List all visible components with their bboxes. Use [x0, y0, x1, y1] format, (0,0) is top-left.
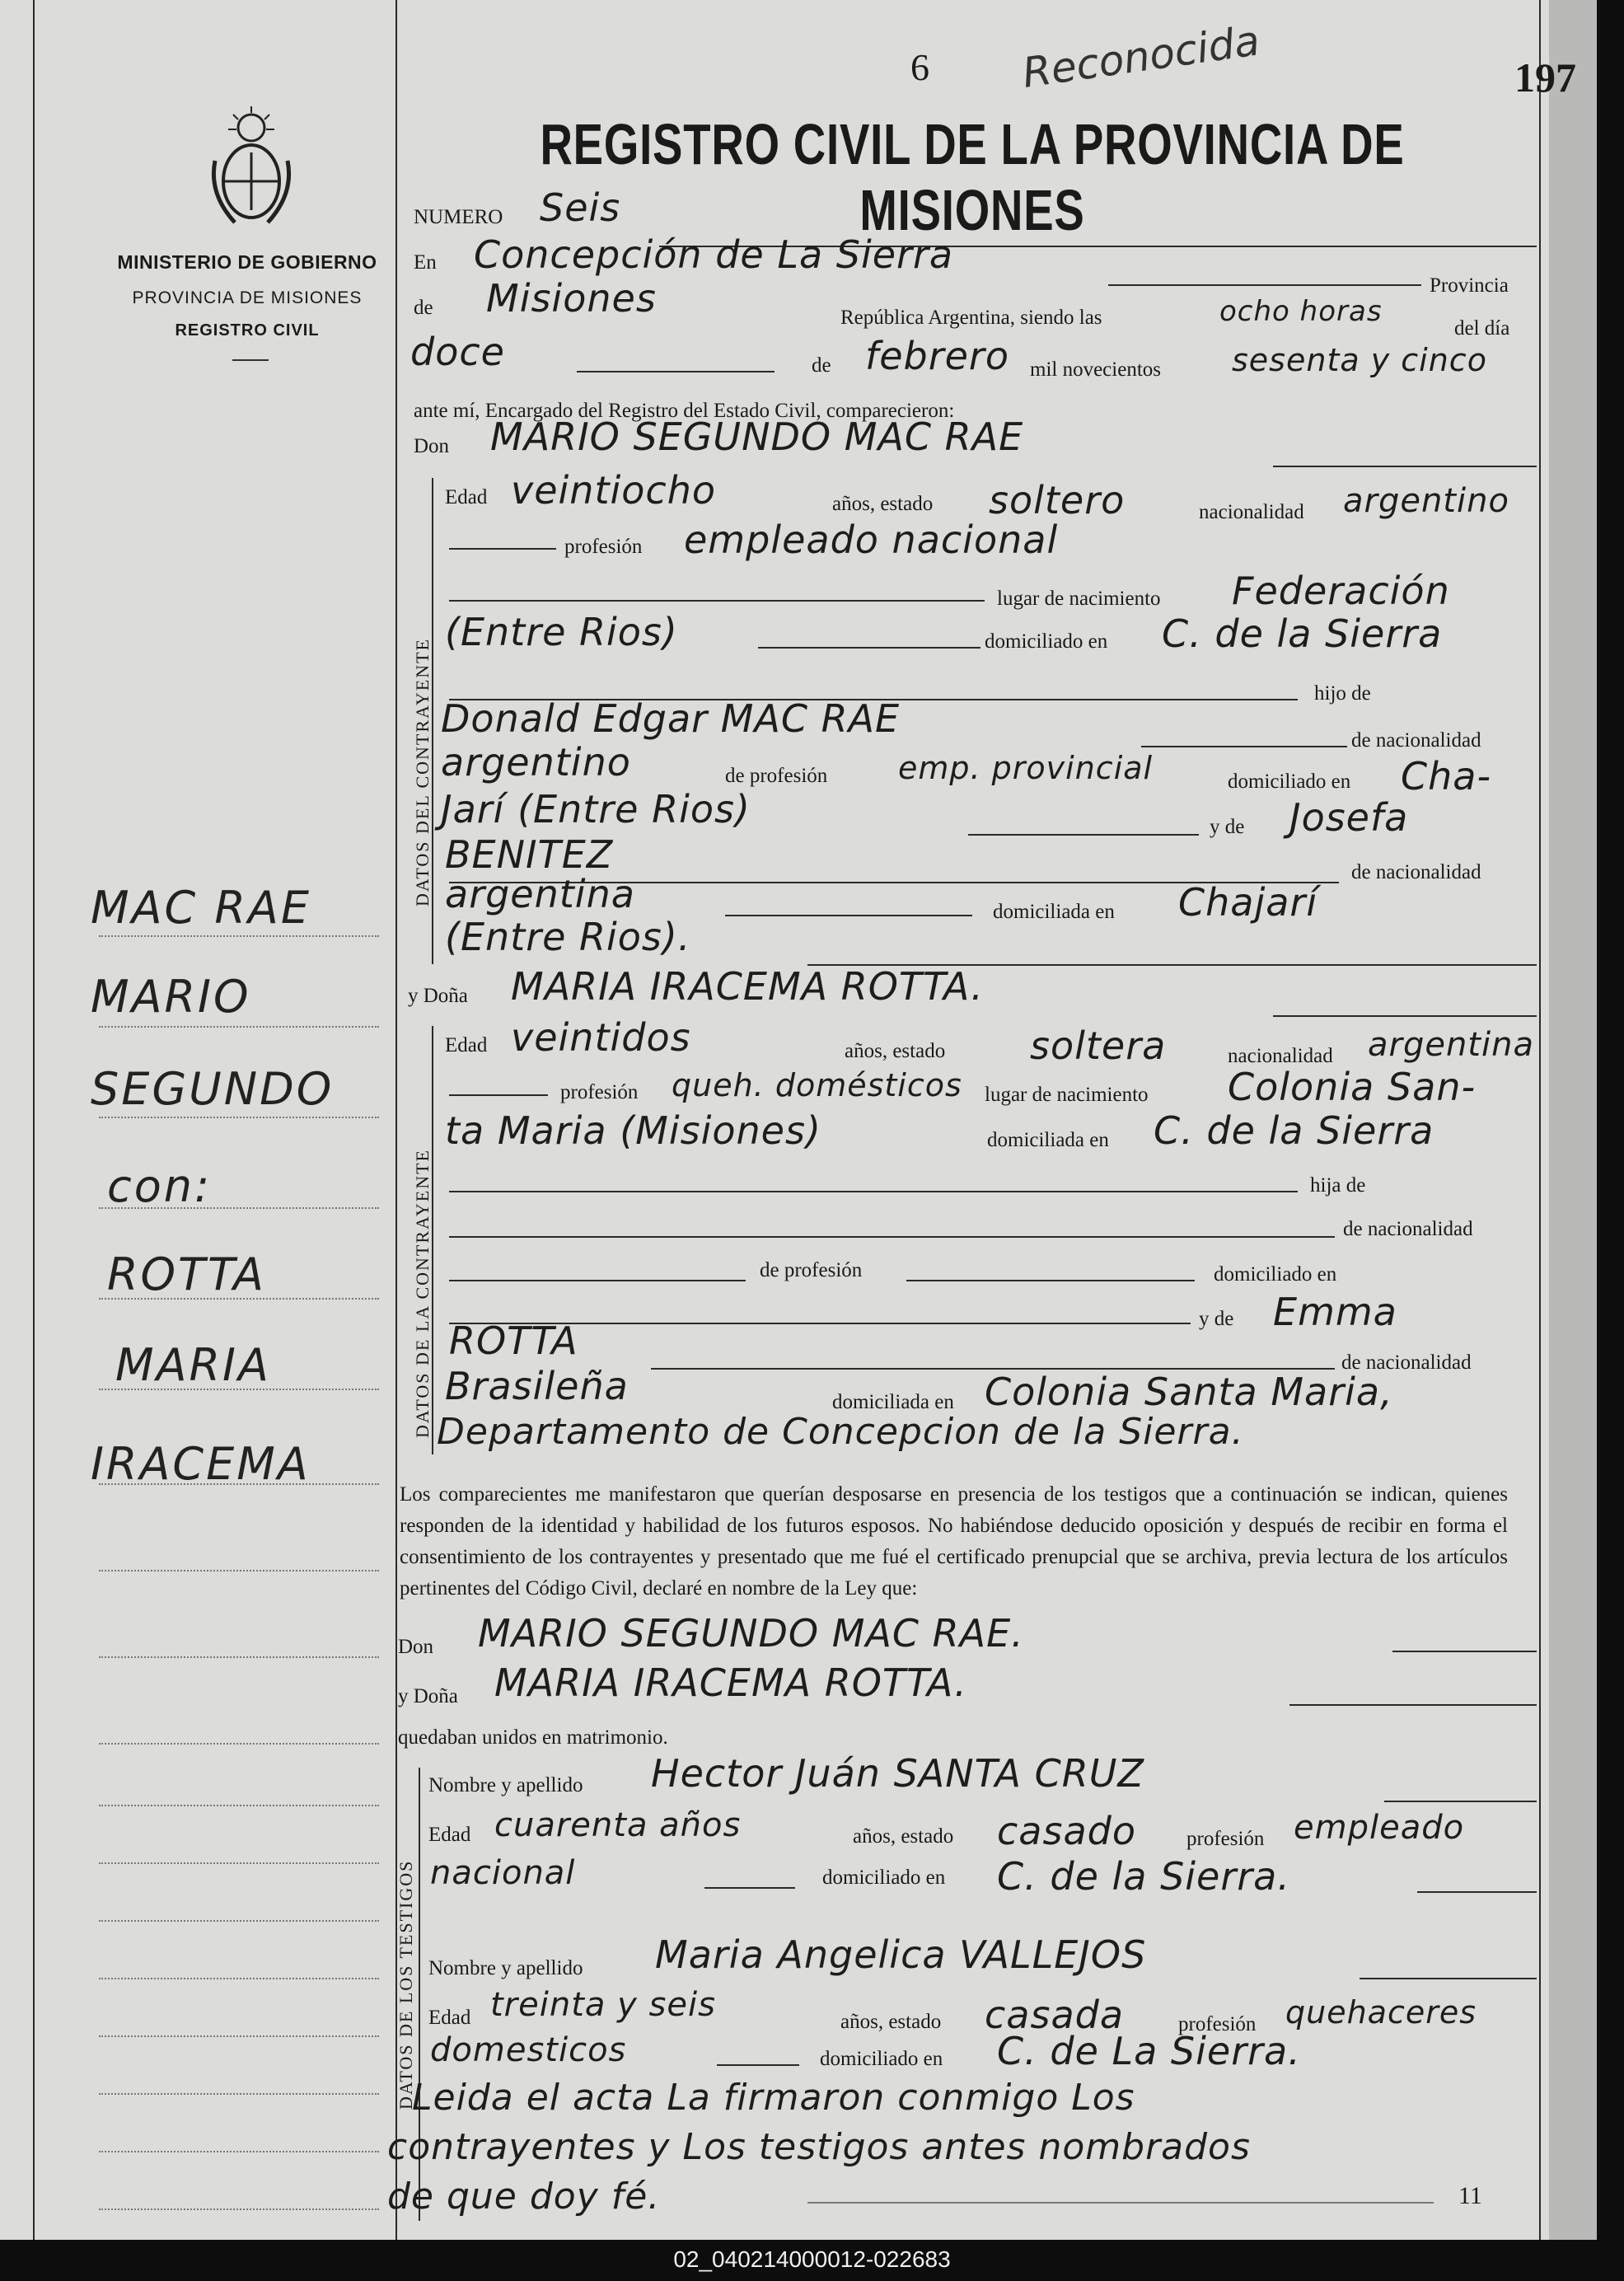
- province-name: PROVINCIA DE MISIONES: [132, 288, 363, 307]
- margin-dotted-line: [99, 2208, 379, 2210]
- novia-madre-domicilio-2: Departamento de Concepcion de la Sierra.: [437, 1411, 1244, 1453]
- fill-line: [704, 1887, 795, 1889]
- margin-dotted-line: [99, 1805, 379, 1806]
- margin-dotted-line: [99, 2151, 379, 2152]
- fill-line: [449, 548, 556, 550]
- fill-line: [1273, 466, 1537, 467]
- ante-mi-text: ante mí, Encargado del Registro del Estado Civil, comparecieron:: [414, 400, 955, 422]
- closing-mark: 11: [1458, 2182, 1482, 2209]
- mes-value: febrero: [865, 334, 1009, 378]
- nombre-apellido-label: Nombre y apellido: [428, 1957, 583, 1979]
- domiciliado-label: domiciliado en: [985, 630, 1108, 653]
- padre-domicilio: Cha-: [1401, 754, 1492, 799]
- novia-lugar-nac-2: ta Maria (Misiones): [445, 1108, 821, 1153]
- margin-dotted-line: [99, 2093, 379, 2095]
- page-number: 197: [1514, 54, 1576, 101]
- page-edge: [1549, 0, 1597, 2240]
- de-label: de: [414, 297, 433, 319]
- profesion-label: profesión: [560, 1081, 639, 1103]
- margin-dotted-line: [99, 1862, 379, 1864]
- madre-nacionalidad: argentina: [445, 872, 635, 916]
- de-nacionalidad-label: de nacionalidad: [1343, 1218, 1473, 1240]
- margin-dotted-line: [99, 1978, 379, 1979]
- fill-line: [1108, 284, 1421, 286]
- anos-estado-label: años, estado: [832, 493, 934, 515]
- edad-label: Edad: [428, 2007, 471, 2029]
- domiciliada-label: domiciliada en: [987, 1129, 1109, 1151]
- fill-line: [906, 1280, 1195, 1281]
- testigo1-profesion-2: nacional: [430, 1854, 576, 1892]
- fill-line: [449, 1236, 1335, 1238]
- margin-dotted-line: [99, 1656, 379, 1658]
- testigo1-name: Hector Juán SANTA CRUZ: [651, 1751, 1144, 1796]
- fill-line: [1384, 1801, 1537, 1802]
- fill-line: [577, 371, 775, 372]
- margin-dotted-line: [99, 1389, 379, 1390]
- lugar-value: Concepción de La Sierra: [474, 232, 954, 277]
- testigo2-profesion: quehaceres: [1285, 1994, 1477, 2030]
- y-de-label: y de: [1199, 1308, 1234, 1330]
- hora-value: ocho horas: [1219, 295, 1383, 328]
- margin-dotted-line: [99, 1483, 379, 1485]
- y-dona-label: y Doña: [408, 985, 468, 1007]
- de-nacionalidad-label: de nacionalidad: [1341, 1351, 1472, 1374]
- margin-name: IRACEMA: [91, 1438, 311, 1490]
- margin-name: SEGUNDO: [91, 1063, 335, 1115]
- lugar-nac-label: lugar de nacimiento: [997, 588, 1161, 610]
- padre-name: Donald Edgar MAC RAE: [441, 696, 901, 741]
- novia-madre-domicilio: Colonia Santa Maria,: [985, 1370, 1393, 1414]
- margin-name: MARIA: [115, 1339, 271, 1391]
- margin-dotted-line: [99, 1570, 379, 1571]
- y-de-label: y de: [1210, 816, 1245, 838]
- fill-line: [449, 1191, 1298, 1192]
- domiciliada-label: domiciliada en: [832, 1391, 954, 1413]
- de-profesion-label: de profesión: [760, 1259, 863, 1281]
- margin-name: MARIO: [91, 971, 251, 1023]
- don-label: Don: [398, 1636, 434, 1658]
- de-nacionalidad-label: de nacionalidad: [1351, 729, 1481, 752]
- fill-line: [1417, 1891, 1537, 1893]
- fill-line: [807, 2202, 1434, 2204]
- domiciliado-label: domiciliado en: [820, 2048, 943, 2070]
- reconocida-stamp: Reconocida: [1019, 16, 1263, 97]
- domiciliada-label: domiciliada en: [993, 901, 1115, 923]
- padre-domicilio-2: Jarí (Entre Rios): [441, 787, 751, 831]
- margin-dotted-line: [99, 1298, 379, 1300]
- fill-line: [449, 1280, 746, 1281]
- ministry-name: MINISTERIO DE GOBIERNO: [117, 251, 377, 273]
- testigo1-estado: casado: [997, 1809, 1136, 1853]
- novia-madre-name: Emma: [1273, 1290, 1397, 1334]
- novio-estado: soltero: [989, 478, 1126, 522]
- mil-label: mil novecientos: [1030, 358, 1161, 381]
- profesion-label: profesión: [1186, 1828, 1265, 1850]
- side-label-testigos: DATOS DE LOS TESTIGOS: [395, 1859, 416, 2110]
- en-label: En: [414, 251, 437, 274]
- novio-edad: veintiocho: [511, 468, 717, 513]
- ministry-rule: [232, 359, 269, 361]
- republica-text: República Argentina, siendo las: [840, 307, 1102, 329]
- folio-number: 6: [910, 46, 929, 88]
- novia-edad: veintidos: [511, 1015, 691, 1060]
- novia-domicilio: C. de la Sierra: [1154, 1108, 1434, 1153]
- side-label-contrayenta: DATOS DE LA CONTRAYENTE: [412, 1149, 433, 1438]
- testigo1-edad: cuarenta años: [494, 1806, 742, 1844]
- edad-label: Edad: [445, 1034, 488, 1056]
- margin-name: ROTTA: [107, 1248, 266, 1300]
- novia-estado: soltera: [1030, 1023, 1167, 1068]
- fill-line: [758, 647, 980, 649]
- left-border-line: [33, 0, 35, 2240]
- testigo2-estado: casada: [985, 1993, 1125, 2037]
- nombre-apellido-label: Nombre y apellido: [428, 1774, 583, 1796]
- padre-nacionalidad: argentino: [441, 740, 631, 785]
- don-label: Don: [414, 435, 450, 457]
- fill-line: [449, 600, 985, 602]
- fill-line: [968, 834, 1199, 836]
- domiciliado-label: domiciliado en: [1228, 770, 1351, 793]
- novio-profesion: empleado nacional: [684, 518, 1059, 562]
- testigo2-name: Maria Angelica VALLEJOS: [655, 1932, 1147, 1977]
- novia-madre-name-2: ROTTA: [449, 1318, 578, 1363]
- edad-label: Edad: [445, 486, 488, 508]
- novia-lugar-nac: Colonia San-: [1228, 1065, 1477, 1109]
- argentina-coat-of-arms-icon: [202, 103, 301, 235]
- fill-line: [1273, 1015, 1537, 1017]
- anio-value: sesenta y cinco: [1232, 342, 1487, 378]
- y-dona-label: y Doña: [398, 1685, 458, 1707]
- fill-line: [1360, 1978, 1537, 1979]
- dona-name-repeat: MARIA IRACEMA ROTTA.: [494, 1660, 967, 1705]
- testigo2-domicilio: C. de La Sierra.: [997, 2029, 1301, 2073]
- madre-domicilio: Chajarí: [1178, 880, 1318, 925]
- margin-dotted-line: [99, 1207, 379, 1209]
- numero-label: NUMERO: [414, 206, 503, 228]
- testigo2-edad: treinta y seis: [490, 1986, 716, 2024]
- edad-label: Edad: [428, 1824, 471, 1846]
- fill-line: [449, 1094, 548, 1096]
- right-border-line: [1539, 0, 1541, 2240]
- novio-nacionalidad: argentino: [1343, 482, 1509, 520]
- testigo1-profesion: empleado: [1294, 1809, 1465, 1847]
- margin-dotted-line: [99, 1920, 379, 1922]
- profesion-label: profesión: [564, 536, 643, 558]
- nacionalidad-label: nacionalidad: [1199, 501, 1304, 523]
- closing-line-1: Leida el acta La firmaron conmigo Los: [412, 2077, 1135, 2119]
- novia-name: MARIA IRACEMA ROTTA.: [511, 964, 984, 1009]
- novio-lugar-nac-2: (Entre Rios): [445, 610, 678, 654]
- madre-name-2: BENITEZ: [445, 832, 614, 877]
- office-name: REGISTRO CIVIL: [175, 321, 320, 340]
- fill-line: [717, 2064, 799, 2066]
- testigo1-domicilio: C. de la Sierra.: [997, 1854, 1290, 1899]
- declaration-paragraph: Los comparecientes me manifestaron que querían desposarse en presencia de los testigos que a continuación se indican, quienes responden de la identidad y habilidad de los futuros esposos. No habiéndose deducido oposición y después de recibir en forma el consentimiento de los contrayentes y presentado que me fué el certificado prenupcial que se archiva, previa lectura de los artículos pertinentes del Código Civil, declaré en nombre de la Ley que:: [400, 1483, 1508, 1600]
- margin-name: MAC RAE: [91, 882, 311, 934]
- left-margin-panel: [0, 0, 395, 2240]
- margin-dotted-line: [99, 1026, 379, 1028]
- profesion-label: profesión: [1178, 2013, 1257, 2035]
- nacionalidad-label: nacionalidad: [1228, 1045, 1333, 1067]
- padre-profesion: emp. provincial: [898, 750, 1154, 786]
- domiciliado-label: domiciliado en: [1214, 1263, 1337, 1286]
- quedaban-text: quedaban unidos en matrimonio.: [398, 1726, 668, 1749]
- novio-domicilio: C. de la Sierra: [1162, 611, 1443, 656]
- anos-estado-label: años, estado: [853, 1825, 954, 1848]
- novio-lugar-nac: Federación: [1232, 569, 1450, 613]
- anos-estado-label: años, estado: [840, 2011, 942, 2033]
- hija-de-label: hija de: [1310, 1174, 1366, 1197]
- margin-name: con:: [107, 1160, 213, 1212]
- lugar-nac-label: lugar de nacimiento: [985, 1084, 1149, 1106]
- de-profesion-label: de profesión: [725, 765, 828, 787]
- novia-madre-nacionalidad: Brasileña: [445, 1364, 629, 1408]
- domiciliado-label: domiciliado en: [822, 1866, 946, 1889]
- fill-line: [725, 915, 972, 916]
- hijo-de-label: hijo de: [1314, 682, 1371, 705]
- anos-estado-label: años, estado: [845, 1040, 946, 1062]
- del-dia-label: del día: [1454, 317, 1510, 340]
- document-code: 02_040214000012-022683: [673, 2246, 951, 2272]
- novia-profesion: queh. domésticos: [672, 1067, 962, 1103]
- numero-value: Seis: [540, 185, 621, 230]
- closing-line-2: contrayentes y Los testigos antes nombrados: [387, 2126, 1251, 2168]
- madre-name: Josefa: [1289, 795, 1409, 840]
- side-label-contrayente: DATOS DEL CONTRAYENTE: [412, 638, 433, 906]
- de-mes-label: de: [812, 354, 831, 377]
- margin-dotted-line: [99, 935, 379, 937]
- dia-value: doce: [410, 330, 505, 374]
- closing-line-3: de que doy fé.: [387, 2176, 661, 2218]
- provincia-label: Provincia: [1430, 274, 1509, 297]
- novio-name: MARIO SEGUNDO MAC RAE: [490, 415, 1024, 459]
- fill-line: [1392, 1651, 1537, 1652]
- margin-dotted-line: [99, 1743, 379, 1745]
- provincia-value: Misiones: [486, 276, 657, 321]
- don-name-repeat: MARIO SEGUNDO MAC RAE.: [478, 1611, 1024, 1656]
- margin-dotted-line: [99, 2035, 379, 2037]
- fill-line: [1289, 1704, 1537, 1706]
- madre-domicilio-2: (Entre Rios).: [445, 915, 691, 959]
- de-nacionalidad-label: de nacionalidad: [1351, 861, 1481, 883]
- margin-dotted-line: [99, 1117, 379, 1118]
- form-title: REGISTRO CIVIL DE LA PROVINCIA DE MISIONES: [540, 112, 1405, 242]
- testigo2-profesion-2: domesticos: [430, 2031, 627, 2069]
- fill-line: [1141, 746, 1347, 747]
- novia-nacionalidad: argentina: [1368, 1026, 1534, 1064]
